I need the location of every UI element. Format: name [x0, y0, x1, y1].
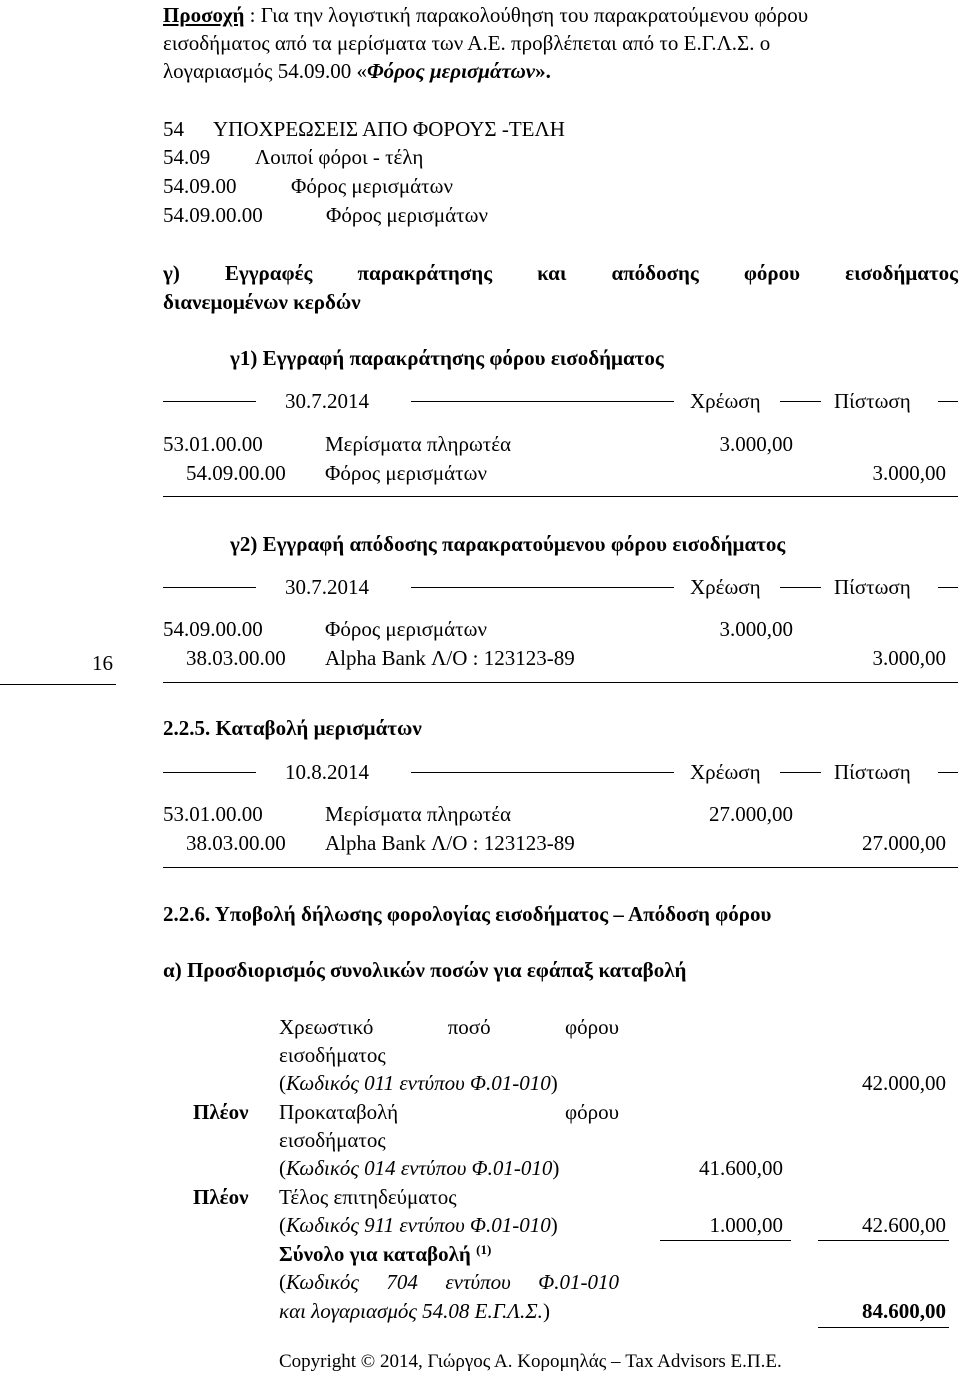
account-row: 54.09.00 Φόρος μερισμάτων: [163, 174, 453, 198]
credit-account-name: Alpha Bank Λ/Ο : 123123-89: [325, 831, 575, 855]
debit-account-name: Φόρος μερισμάτων: [325, 617, 487, 641]
calc-grand-total: 84.600,00: [862, 1299, 946, 1323]
calc-row-2-prefix: Πλέον: [193, 1100, 249, 1124]
calc-total-reference-2: και λογαριασμός 54.08 Ε.Γ.Λ.Σ.): [279, 1299, 550, 1323]
debit-header: Χρέωση: [690, 389, 761, 413]
debit-account-name: Μερίσματα πληρωτέα: [325, 802, 512, 826]
entry-title: γ1) Εγγραφή παρακράτησης φόρου εισοδήματος: [230, 346, 664, 370]
footer-copyright: Copyright © 2014, Γιώργος Α. Κορομηλάς – Tax Advisors Ε.Π.Ε.: [279, 1351, 782, 1372]
section-title: 2.2.6. Υποβολή δήλωσης φορολογίας εισοδήματος – Απόδοση φόρου: [163, 902, 772, 926]
credit-code: 38.03.00.00: [186, 646, 286, 670]
entry-title: γ2) Εγγραφή απόδοσης παρακρατούμενου φόρου εισοδήματος: [230, 532, 786, 556]
account-row: 54.09 Λοιποί φόροι - τέλη: [163, 145, 424, 169]
section-subtitle: α) Προσδιορισμός συνολικών ποσών για εφάπαξ καταβολή: [163, 958, 687, 982]
credit-account-name: Alpha Bank Λ/Ο : 123123-89: [325, 646, 575, 670]
credit-amount: 3.000,00: [872, 646, 946, 670]
debit-amount: 27.000,00: [709, 802, 793, 826]
entry-date: 30.7.2014: [285, 389, 369, 413]
calc-row-2-line-2: εισοδήματος: [279, 1128, 386, 1152]
credit-header: Πίστωση: [834, 389, 911, 413]
debit-amount: 3.000,00: [719, 432, 793, 456]
credit-account-name: Φόρος μερισμάτων: [325, 461, 487, 485]
calc-row-2-line-1: Προκαταβολή φόρου: [279, 1100, 619, 1124]
credit-code: 54.09.00.00: [186, 461, 286, 485]
calc-row-1-total: 42.000,00: [862, 1071, 946, 1095]
section-g-heading: γ) Εγγραφές παρακράτησης και απόδοσης φόρου εισοδήματος: [163, 261, 958, 285]
calc-total-label: Σύνολο για καταβολή $^{(1)}$: [279, 1242, 492, 1266]
calc-row-1-reference: (Κωδικός 011 εντύπου Φ.01-010): [279, 1071, 558, 1095]
calc-row-2-reference: (Κωδικός 014 εντύπου Φ.01-010): [279, 1156, 560, 1180]
calc-row-2-amount: 41.600,00: [699, 1156, 783, 1180]
credit-code: 38.03.00.00: [186, 831, 286, 855]
calc-total-reference-1: (Κωδικός 704 εντύπου Φ.01-010: [279, 1270, 619, 1294]
debit-amount: 3.000,00: [719, 617, 793, 641]
calc-row-3-prefix: Πλέον: [193, 1185, 249, 1209]
debit-header: Χρέωση: [690, 760, 761, 784]
page-number: 16: [92, 651, 113, 675]
calc-row-3-reference: (Κωδικός 911 εντύπου Φ.01-010): [279, 1213, 558, 1237]
credit-amount: 27.000,00: [862, 831, 946, 855]
calc-row-3-line-1: Τέλος επιτηδεύματος: [279, 1185, 457, 1209]
debit-header: Χρέωση: [690, 575, 761, 599]
entry-date: 30.7.2014: [285, 575, 369, 599]
account-row: 54 ΥΠΟΧΡΕΩΣΕΙΣ ΑΠΟ ΦΟΡΟΥΣ -ΤΕΛΗ: [163, 117, 565, 141]
debit-code: 53.01.00.00: [163, 802, 263, 826]
account-row: 54.09.00.00 Φόρος μερισμάτων: [163, 203, 488, 227]
entry-date: 10.8.2014: [285, 760, 369, 784]
notice-label: Προσοχή: [163, 3, 245, 27]
calc-row-3-total: 42.600,00: [862, 1213, 946, 1237]
section-title: 2.2.5. Καταβολή μερισμάτων: [163, 716, 422, 740]
notice-line-2: εισοδήματος από τα μερίσματα των Α.Ε. προβλέπεται από το Ε.Γ.Λ.Σ. ο: [163, 31, 771, 55]
credit-header: Πίστωση: [834, 760, 911, 784]
section-g-heading-line-2: διανεμομένων κερδών: [163, 290, 361, 314]
credit-amount: 3.000,00: [872, 461, 946, 485]
debit-code: 54.09.00.00: [163, 617, 263, 641]
debit-code: 53.01.00.00: [163, 432, 263, 456]
calc-row-1-line-1: Χρεωστικό ποσό φόρου: [279, 1015, 620, 1039]
notice-line-3: λογαριασμός 54.09.00 «Φόρος μερισμάτων».: [163, 59, 551, 83]
calc-row-1-line-2: εισοδήματος: [279, 1043, 386, 1067]
credit-header: Πίστωση: [834, 575, 911, 599]
notice-line-1: Προσοχή : Για την λογιστική παρακολούθηση του παρακρατούμενου φόρου: [163, 3, 809, 27]
calc-row-3-amount: 1.000,00: [709, 1213, 783, 1237]
debit-account-name: Μερίσματα πληρωτέα: [325, 432, 512, 456]
